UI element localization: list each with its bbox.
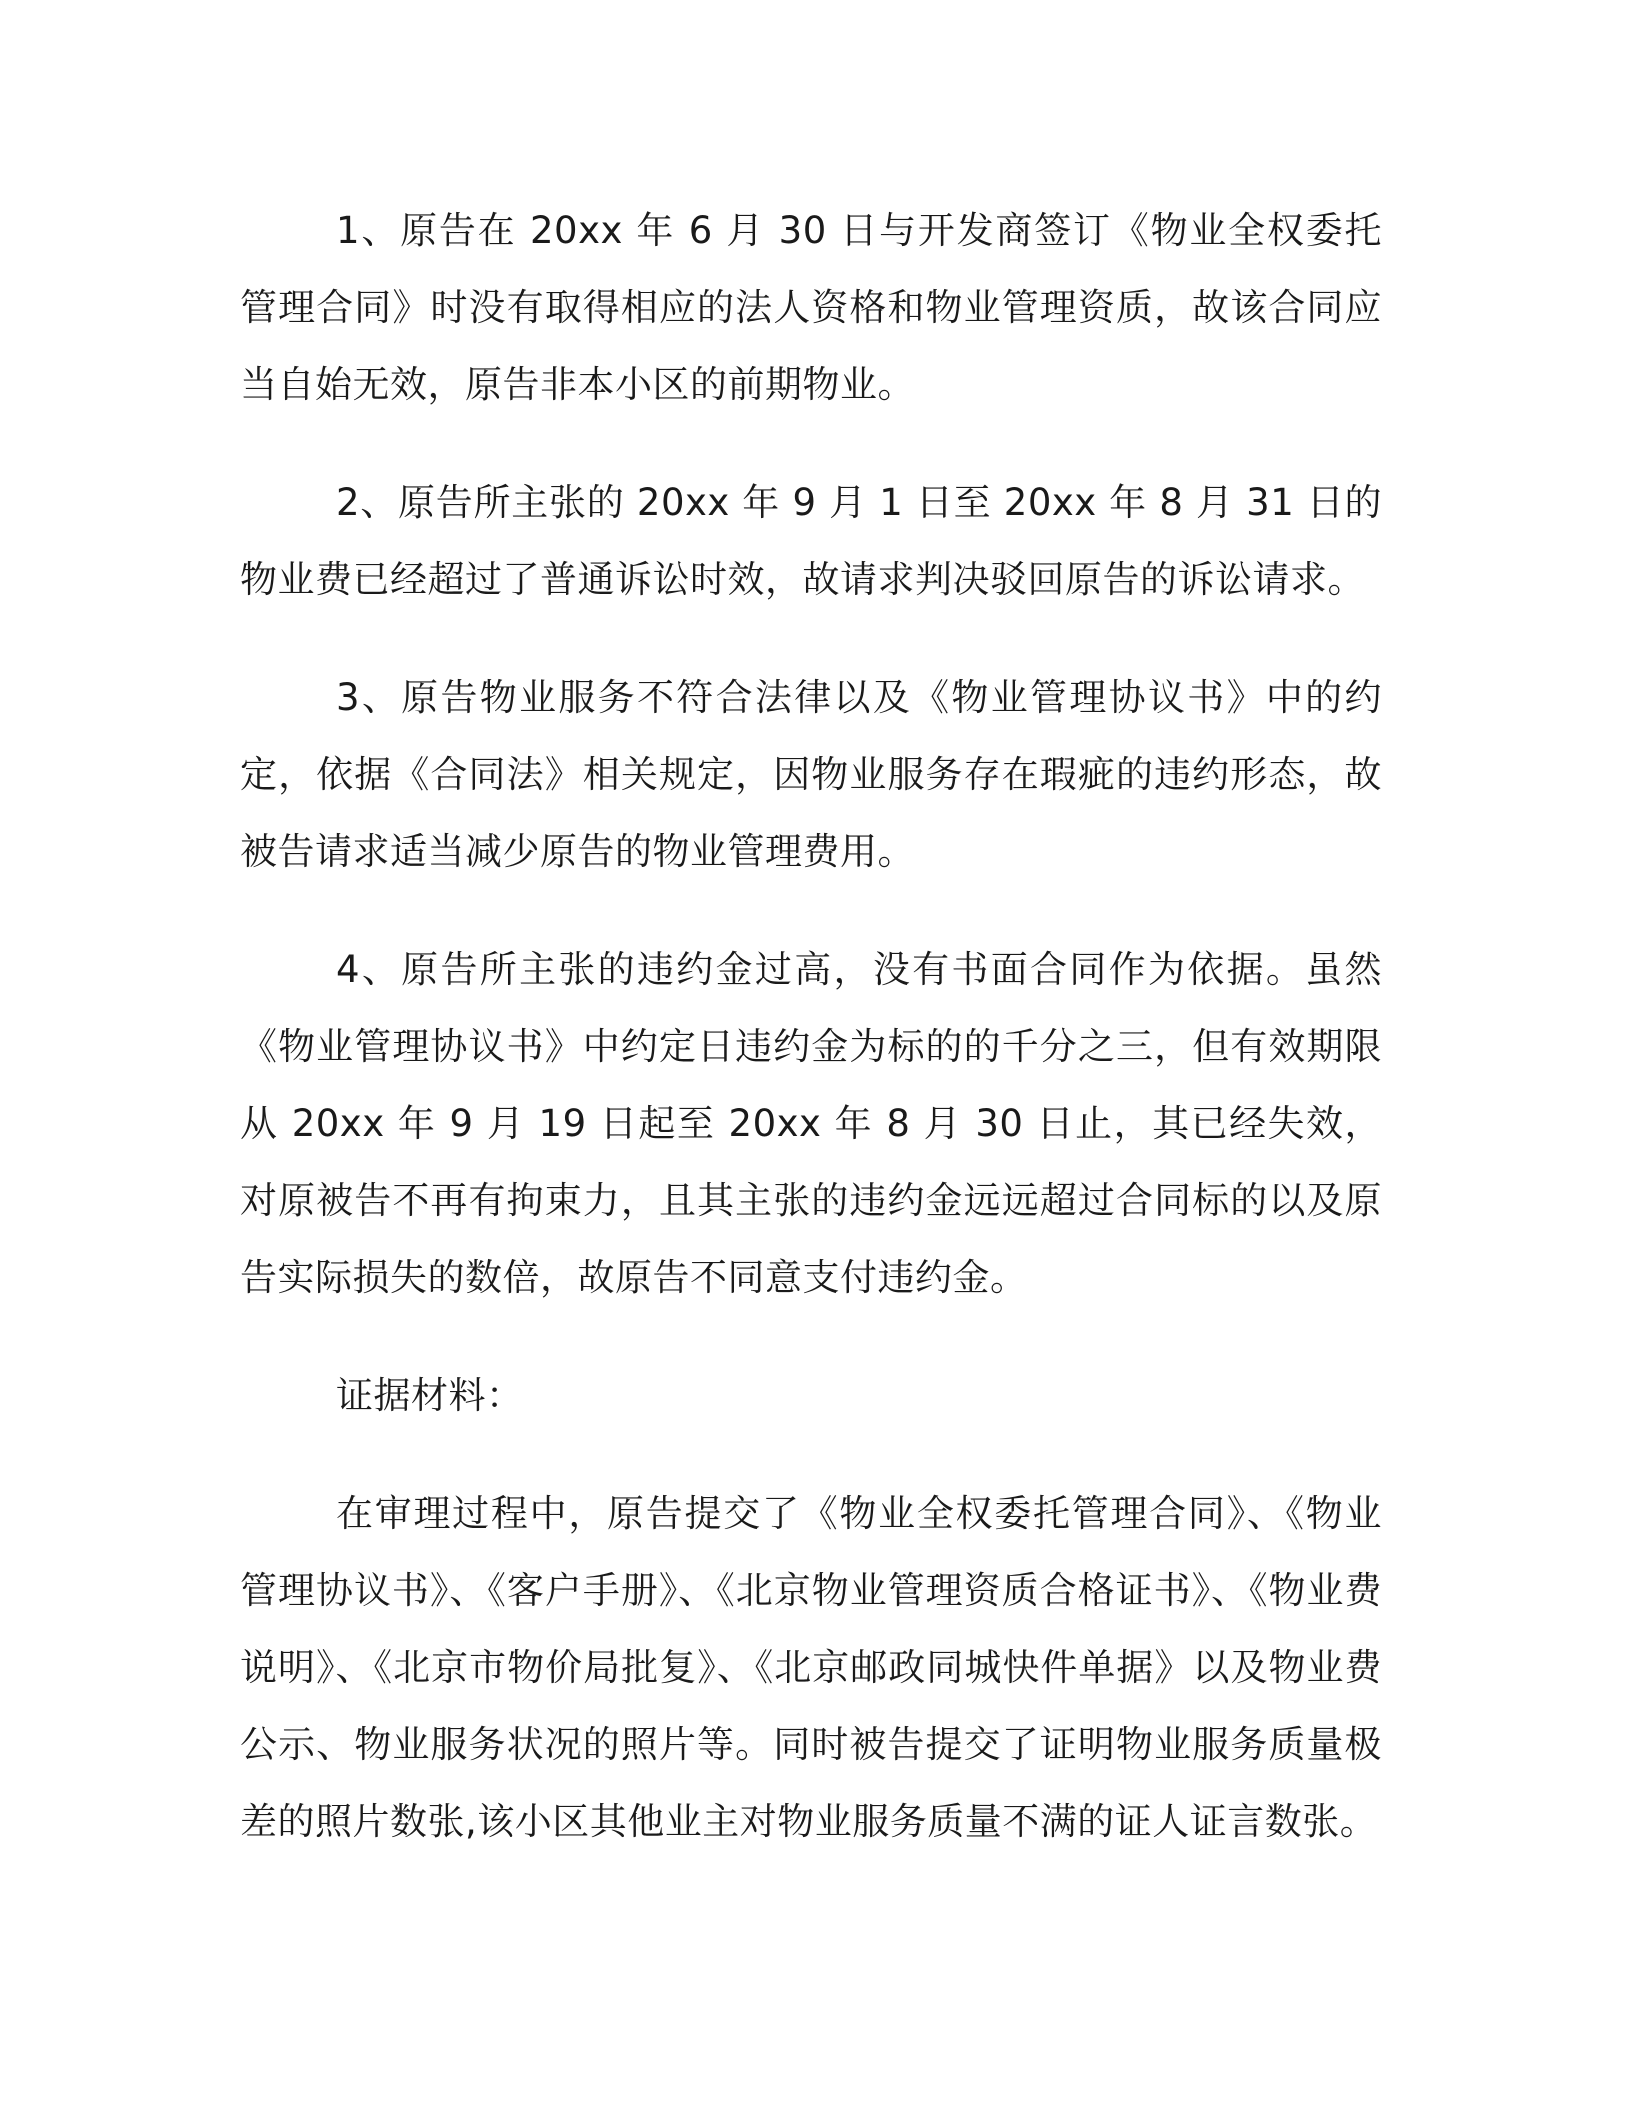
- paragraph-3: 3、原告物业服务不符合法律以及《物业管理协议书》中的约定，依据《合同法》相关规定，因物业服务存在瑕疵的违约形态，故被告请求适当减少原告的物业管理费用。: [240, 676, 1382, 873]
- document-body: [240, 192, 1382, 1860]
- paragraph-2: 2、原告所主张的 20xx 年 9 月 1 日至 20xx 年 8 月 31 日的物业费已经超过了普通诉讼时效，故请求判决驳回原告的诉讼请求。: [240, 481, 1382, 601]
- paragraph-4: 4、原告所主张的违约金过高，没有书面合同作为依据。虽然《物业管理协议书》中约定日违约金为标的的千分之三，但有效期限从 20xx 年 9 月 19 日起至 20xx 年 8 月 30 日止，其已经失效，对原被告不再有拘束力，且其主张的违约金远远超过合同标的以及原告实际损失的数倍，故原告不同意支付违约金。: [240, 948, 1382, 1299]
- evidence-heading: 证据材料：: [336, 1374, 524, 1417]
- evidence-paragraph: 在审理过程中，原告提交了《物业全权委托管理合同》、《物业管理协议书》、《客户手册》、《北京物业管理资质合格证书》、《物业费说明》、《北京市物价局批复》、《北京邮政同城快件单据》以及物业费公示、物业服务状况的照片等。同时被告提交了证明物业服务质量极差的照片数张,该小区其他业主对物业服务质量不满的证人证言数张。: [240, 1492, 1382, 1843]
- paragraph-1: 1、原告在 20xx 年 6 月 30 日与开发商签订《物业全权委托管理合同》时没有取得相应的法人资格和物业管理资质，故该合同应当自始无效，原告非本小区的前期物业。: [240, 209, 1382, 406]
